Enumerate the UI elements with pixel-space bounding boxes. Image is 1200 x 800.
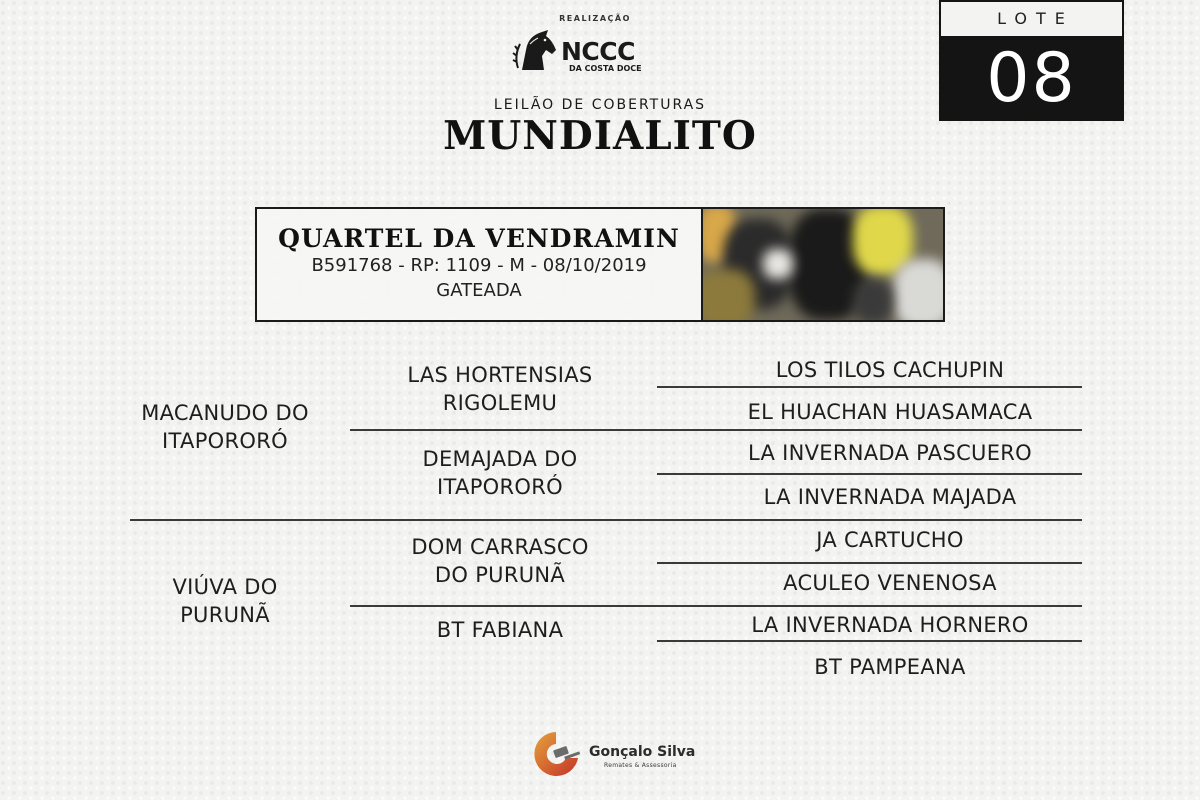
divider-line	[657, 386, 1082, 388]
dam-sire-line1: DOM CARRASCO	[411, 535, 589, 559]
ancestor-item: LOS TILOS CACHUPIN	[775, 358, 1005, 382]
ancestor-item: EL HUACHAN HUASAMACA	[747, 400, 1033, 424]
nccc-logo	[512, 28, 652, 78]
svg-text:NCCC: NCCC	[561, 37, 635, 66]
sire-name-line1: MACANUDO DO	[141, 401, 309, 425]
sire-name-line2: ITAPORORÓ	[162, 429, 288, 453]
sire-name	[100, 399, 350, 455]
divider-line	[130, 519, 1082, 521]
svg-text:DA COSTA DOCE: DA COSTA DOCE	[569, 64, 642, 73]
lote-label: LOTE	[941, 2, 1122, 36]
ancestor-item: JA CARTUCHO	[816, 528, 964, 552]
divider-line	[350, 429, 1082, 431]
realizacao-label: REALIZAÇÃO	[559, 14, 631, 23]
divider-line	[657, 473, 1082, 475]
sire-sire-name	[345, 361, 655, 417]
sire-sire-line1: LAS HORTENSIAS	[407, 363, 593, 387]
ancestor-item: ACULEO VENENOSA	[783, 571, 997, 595]
dam-sire-line2: DO PURUNÃ	[434, 563, 566, 587]
horse-details	[257, 209, 703, 320]
dam-dam-line1: BT FABIANA	[436, 618, 564, 642]
lote-number: 08	[986, 39, 1077, 118]
horse-head-icon	[512, 28, 652, 78]
brand-tagline: Remates & Assessoria	[604, 762, 677, 769]
divider-line	[350, 605, 1082, 607]
ancestor-item: BT PAMPEANA	[814, 655, 966, 679]
horse-name: QUARTEL DA VENDRAMIN	[278, 224, 680, 253]
dam-dam-name	[345, 616, 655, 644]
divider-line	[657, 640, 1082, 642]
horse-registration: B591768 - RP: 1109 - M - 08/10/2019	[311, 255, 647, 276]
horse-coat: GATEADA	[436, 280, 522, 301]
auction-subtitle: LEILÃO DE COBERTURAS	[493, 97, 707, 113]
dam-name	[100, 573, 350, 629]
ancestor-item: LA INVERNADA PASCUERO	[747, 441, 1032, 465]
sire-dam-name	[345, 445, 655, 501]
dam-sire-name	[345, 533, 655, 589]
lote-badge	[939, 0, 1124, 121]
dam-name-line1: VIÚVA DO	[172, 575, 278, 599]
sire-dam-line1: DEMAJADA DO	[422, 447, 578, 471]
ancestor-item: LA INVERNADA HORNERO	[751, 613, 1029, 637]
ancestor-item: LA INVERNADA MAJADA	[763, 485, 1017, 509]
divider-line	[657, 562, 1082, 564]
brand-name: Gonçalo Silva	[589, 744, 696, 760]
dam-name-line2: PURUNÃ	[180, 603, 270, 627]
sire-dam-line2: ITAPORORÓ	[437, 475, 563, 499]
horse-photo	[703, 209, 943, 320]
sire-sire-line2: RIGOLEMU	[442, 391, 558, 415]
auction-title: MUNDIALITO	[443, 113, 757, 159]
horse-card	[255, 207, 945, 322]
gavel-icon	[530, 728, 590, 780]
